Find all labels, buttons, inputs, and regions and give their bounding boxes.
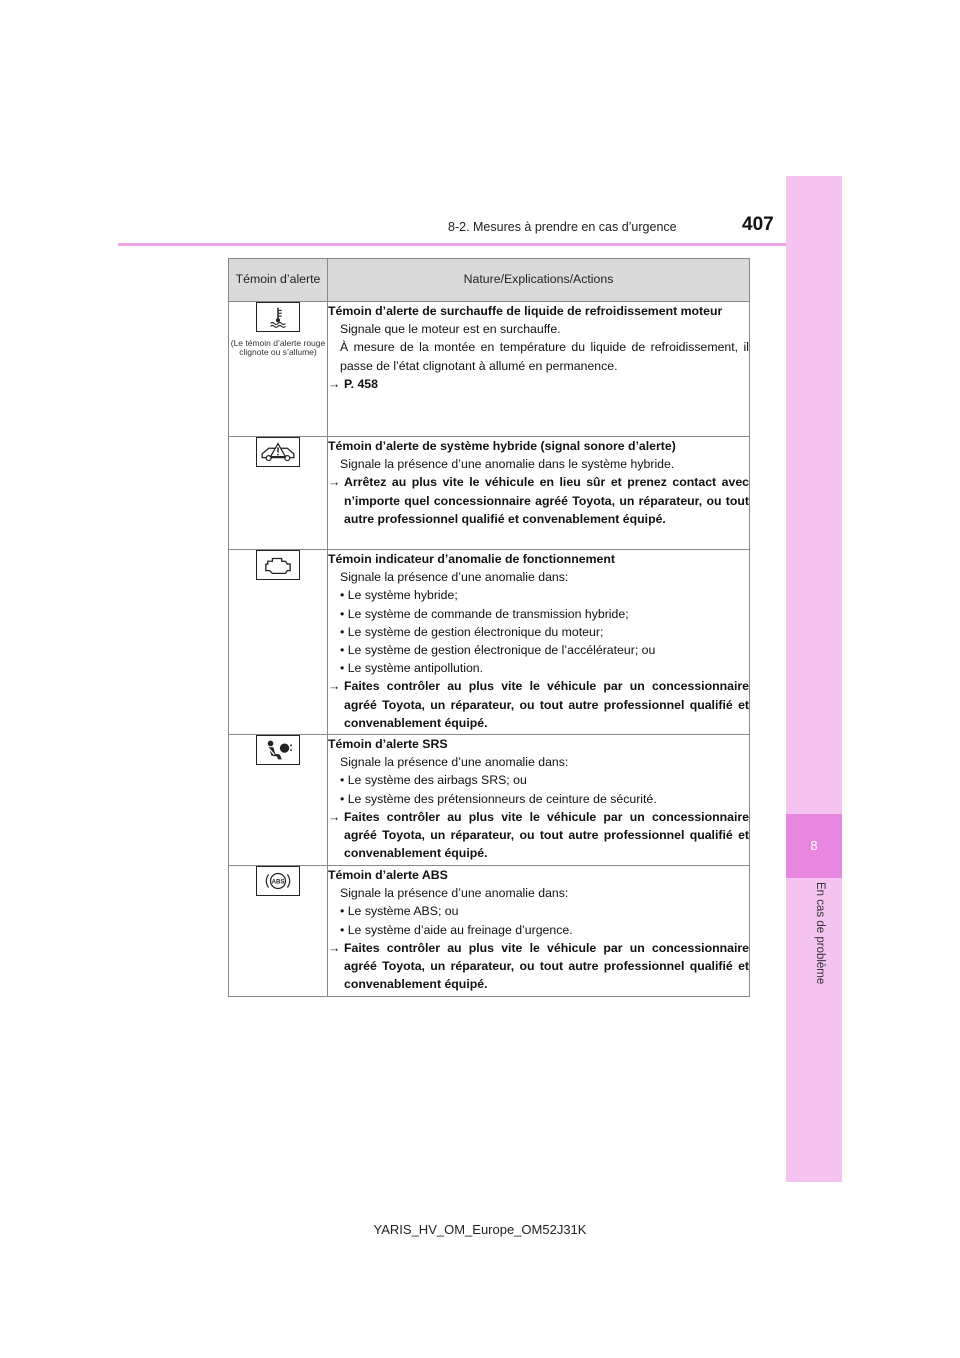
list-item: • Le système d’aide au freinage d’urgence. bbox=[340, 922, 573, 937]
description-cell bbox=[328, 302, 750, 437]
description-cell bbox=[328, 550, 750, 735]
row-title: Témoin d’alerte ABS bbox=[328, 868, 448, 882]
row-title: Témoin d’alerte de surchauffe de liquide de refroidissement moteur bbox=[328, 304, 723, 318]
action-line bbox=[328, 939, 749, 994]
chapter-side-tab bbox=[786, 176, 842, 1182]
list-item: • Le système hybride; bbox=[340, 588, 458, 603]
action-text: Faites contrôler au plus vite le véhicule par un concessionnaire agréé Toyota, un réparateur, ou tout autre professionnel qualifié et convenablement équipé. bbox=[344, 679, 749, 730]
header-warning-light: Témoin d’alerte bbox=[229, 259, 328, 302]
table-row bbox=[229, 866, 750, 997]
row-title: Témoin indicateur d’anomalie de fonctionnement bbox=[328, 552, 615, 566]
action-line bbox=[328, 473, 749, 528]
list-item: • Le système de gestion électronique du moteur; bbox=[340, 624, 604, 639]
header-nature: Nature/Explications/Actions bbox=[328, 259, 750, 302]
icon-cell bbox=[229, 550, 328, 735]
page-reference-link[interactable]: P. 458 bbox=[344, 376, 378, 391]
icon-cell bbox=[229, 437, 328, 550]
check-engine-icon bbox=[256, 550, 300, 580]
chapter-number: 8 bbox=[786, 814, 842, 878]
chapter-title: En cas de problème bbox=[814, 882, 826, 985]
icon-cell bbox=[229, 866, 328, 997]
table-row bbox=[229, 550, 750, 735]
list-item: • Le système antipollution. bbox=[340, 661, 484, 676]
icon-cell bbox=[229, 735, 328, 866]
row-text: Signale la présence d’une anomalie dans: bbox=[340, 886, 569, 901]
description-cell bbox=[328, 866, 750, 997]
svg-text:ABS: ABS bbox=[271, 879, 285, 886]
header-rule bbox=[118, 243, 840, 246]
arrow-icon: → bbox=[328, 940, 341, 955]
table-row bbox=[229, 735, 750, 866]
row-text: Signale la présence d’une anomalie dans: bbox=[340, 570, 569, 585]
list-item: • Le système de gestion électronique de l’accélérateur; ou bbox=[340, 643, 656, 658]
section-title: 8-2. Mesures à prendre en cas d’urgence bbox=[448, 220, 677, 234]
action-line bbox=[328, 808, 749, 863]
list-item: • Le système des airbags SRS; ou bbox=[340, 773, 527, 788]
icon-cell bbox=[229, 302, 328, 437]
icon-note: (Le témoin d’alerte rouge clignote ou s’allume) bbox=[230, 338, 326, 358]
abs-icon bbox=[256, 866, 300, 896]
action-text: Faites contrôler au plus vite le véhicule par un concessionnaire agréé Toyota, un réparateur, ou tout autre professionnel qualifié et convenablement équipé. bbox=[344, 940, 749, 992]
arrow-icon: → bbox=[328, 475, 341, 490]
list-item: • Le système de commande de transmission hybride; bbox=[340, 606, 629, 621]
action-text: Faites contrôler au plus vite le véhicule par un concessionnaire agréé Toyota, un réparateur, ou tout autre professionnel qualifié et convenablement équipé. bbox=[344, 809, 749, 861]
row-title: Témoin d’alerte SRS bbox=[328, 737, 448, 751]
row-text: Signale que le moteur est en surchauffe. bbox=[340, 322, 561, 337]
action-line bbox=[328, 375, 749, 393]
description-cell bbox=[328, 735, 750, 866]
page-number: 407 bbox=[742, 214, 774, 235]
warning-lights-table bbox=[228, 258, 750, 997]
document-code: YARIS_HV_OM_Europe_OM52J31K bbox=[373, 1222, 587, 1237]
row-text: Signale la présence d’une anomalie dans le système hybride. bbox=[340, 457, 675, 472]
arrow-icon: → bbox=[328, 679, 341, 694]
list-item: • Le système ABS; ou bbox=[340, 904, 459, 919]
action-line bbox=[328, 677, 749, 732]
hybrid-system-warning-icon bbox=[256, 437, 300, 467]
table-row bbox=[229, 437, 750, 550]
arrow-icon: → bbox=[328, 376, 341, 391]
arrow-icon: → bbox=[328, 809, 341, 824]
list-item: • Le système des prétensionneurs de ceinture de sécurité. bbox=[340, 791, 657, 806]
row-title: Témoin d’alerte de système hybride (signal sonore d’alerte) bbox=[328, 439, 676, 453]
table-header-row bbox=[229, 259, 750, 302]
coolant-temperature-icon bbox=[256, 302, 300, 332]
table-row bbox=[229, 302, 750, 437]
row-text: Signale la présence d’une anomalie dans: bbox=[340, 755, 569, 770]
description-cell bbox=[328, 437, 750, 550]
action-text: Arrêtez au plus vite le véhicule en lieu sûr et prenez contact avec n’importe quel concessionnaire agréé Toyota, un réparateur, ou tout autre professionnel qualifié et convenablement équipé. bbox=[344, 475, 749, 526]
row-text: À mesure de la montée en température du liquide de refroidissement, il passe de l’état clignotant à allumé en permanence. bbox=[340, 340, 749, 373]
srs-airbag-icon bbox=[256, 735, 300, 765]
